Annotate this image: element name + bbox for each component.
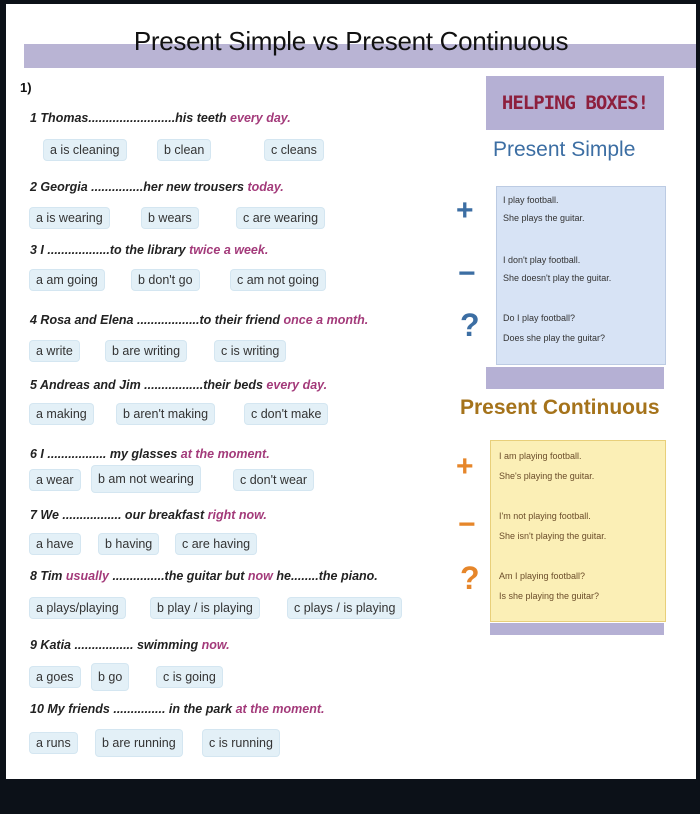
option-2b[interactable]: b wears bbox=[142, 208, 198, 228]
option-5c[interactable]: c don't make bbox=[245, 404, 327, 424]
pc-question-2: Is she playing the guitar? bbox=[499, 591, 600, 601]
question-5: 5 Andreas and Jim .................their beds every day. bbox=[30, 378, 328, 392]
pc-negative-2: She isn't playing the guitar. bbox=[499, 531, 607, 541]
question-1: 1 Thomas.........................his teeth every day. bbox=[30, 111, 291, 125]
present-simple-band bbox=[486, 367, 664, 389]
minus-icon: − bbox=[458, 257, 476, 290]
option-5a[interactable]: a making bbox=[30, 404, 93, 424]
option-8b[interactable]: b play / is playing bbox=[151, 598, 259, 618]
option-3c[interactable]: c am not going bbox=[231, 270, 325, 290]
option-4b[interactable]: b are writing bbox=[106, 341, 186, 361]
option-9b[interactable]: b go bbox=[92, 664, 128, 690]
worksheet-page bbox=[6, 4, 696, 779]
present-simple-title: Present Simple bbox=[493, 138, 636, 161]
present-simple-box bbox=[496, 186, 666, 365]
ps-positive-1: I play football. bbox=[503, 195, 559, 205]
option-1a[interactable]: a is cleaning bbox=[44, 140, 126, 160]
option-7b[interactable]: b having bbox=[99, 534, 158, 554]
option-3a[interactable]: a am going bbox=[30, 270, 104, 290]
pc-negative-1: I'm not playing football. bbox=[499, 511, 591, 521]
question-10: 10 My friends ............... in the park at the moment. bbox=[30, 702, 325, 716]
question-7: 7 We ................. our breakfast right now. bbox=[30, 508, 267, 522]
option-10a[interactable]: a runs bbox=[30, 733, 77, 753]
option-9c[interactable]: c is going bbox=[157, 667, 222, 687]
ps-positive-2: She plays the guitar. bbox=[503, 213, 585, 223]
ps-negative-1: I don't play football. bbox=[503, 255, 581, 265]
question-2: 2 Georgia ...............her new trousers today. bbox=[30, 180, 284, 194]
option-7c[interactable]: c are having bbox=[176, 534, 256, 554]
option-3b[interactable]: b don't go bbox=[132, 270, 199, 290]
pc-positive-1: I am playing football. bbox=[499, 451, 582, 461]
question-6: 6 I ................. my glasses at the moment. bbox=[30, 447, 270, 461]
plus-icon: + bbox=[456, 194, 474, 227]
option-8a[interactable]: a plays/playing bbox=[30, 598, 125, 618]
ps-negative-2: She doesn't play the guitar. bbox=[503, 273, 612, 283]
option-8c[interactable]: c plays / is playing bbox=[288, 598, 401, 618]
option-2a[interactable]: a is wearing bbox=[30, 208, 109, 228]
option-4a[interactable]: a write bbox=[30, 341, 79, 361]
bottom-band bbox=[0, 779, 700, 814]
present-continuous-title: Present Continuous bbox=[460, 396, 660, 419]
option-1b[interactable]: b clean bbox=[158, 140, 210, 160]
option-4c[interactable]: c is writing bbox=[215, 341, 285, 361]
option-6b[interactable]: b am not wearing bbox=[92, 466, 200, 492]
question-3: 3 I ..................to the library twice a week. bbox=[30, 243, 269, 257]
option-6c[interactable]: c don't wear bbox=[234, 470, 313, 490]
option-6a[interactable]: a wear bbox=[30, 470, 80, 490]
helping-boxes-heading: HELPING BOXES! bbox=[486, 76, 664, 130]
exercise-number: 1) bbox=[20, 80, 32, 95]
option-9a[interactable]: a goes bbox=[30, 667, 80, 687]
option-5b[interactable]: b aren't making bbox=[117, 404, 214, 424]
option-2c[interactable]: c are wearing bbox=[237, 208, 324, 228]
question-icon: ? bbox=[460, 560, 480, 596]
option-10c[interactable]: c is running bbox=[203, 730, 279, 756]
pc-question-1: Am I playing football? bbox=[499, 571, 586, 581]
option-10b[interactable]: b are running bbox=[96, 730, 182, 756]
pc-positive-2: She's playing the guitar. bbox=[499, 471, 595, 481]
question-9: 9 Katia ................. swimming now. bbox=[30, 638, 230, 652]
minus-icon: − bbox=[458, 508, 476, 541]
ps-question-2: Does she play the guitar? bbox=[503, 333, 606, 343]
ps-question-1: Do I play football? bbox=[503, 313, 576, 323]
present-continuous-box bbox=[490, 440, 666, 622]
option-1c[interactable]: c cleans bbox=[265, 140, 323, 160]
option-7a[interactable]: a have bbox=[30, 534, 80, 554]
page-title: Present Simple vs Present Continuous bbox=[133, 26, 569, 56]
question-icon: ? bbox=[460, 307, 480, 343]
plus-icon: + bbox=[456, 450, 474, 483]
question-4: 4 Rosa and Elena ..................to their friend once a month. bbox=[30, 313, 369, 327]
present-continuous-band bbox=[490, 623, 664, 635]
question-8: 8 Tim usually ...............the guitar but now he........the piano. bbox=[30, 569, 378, 583]
